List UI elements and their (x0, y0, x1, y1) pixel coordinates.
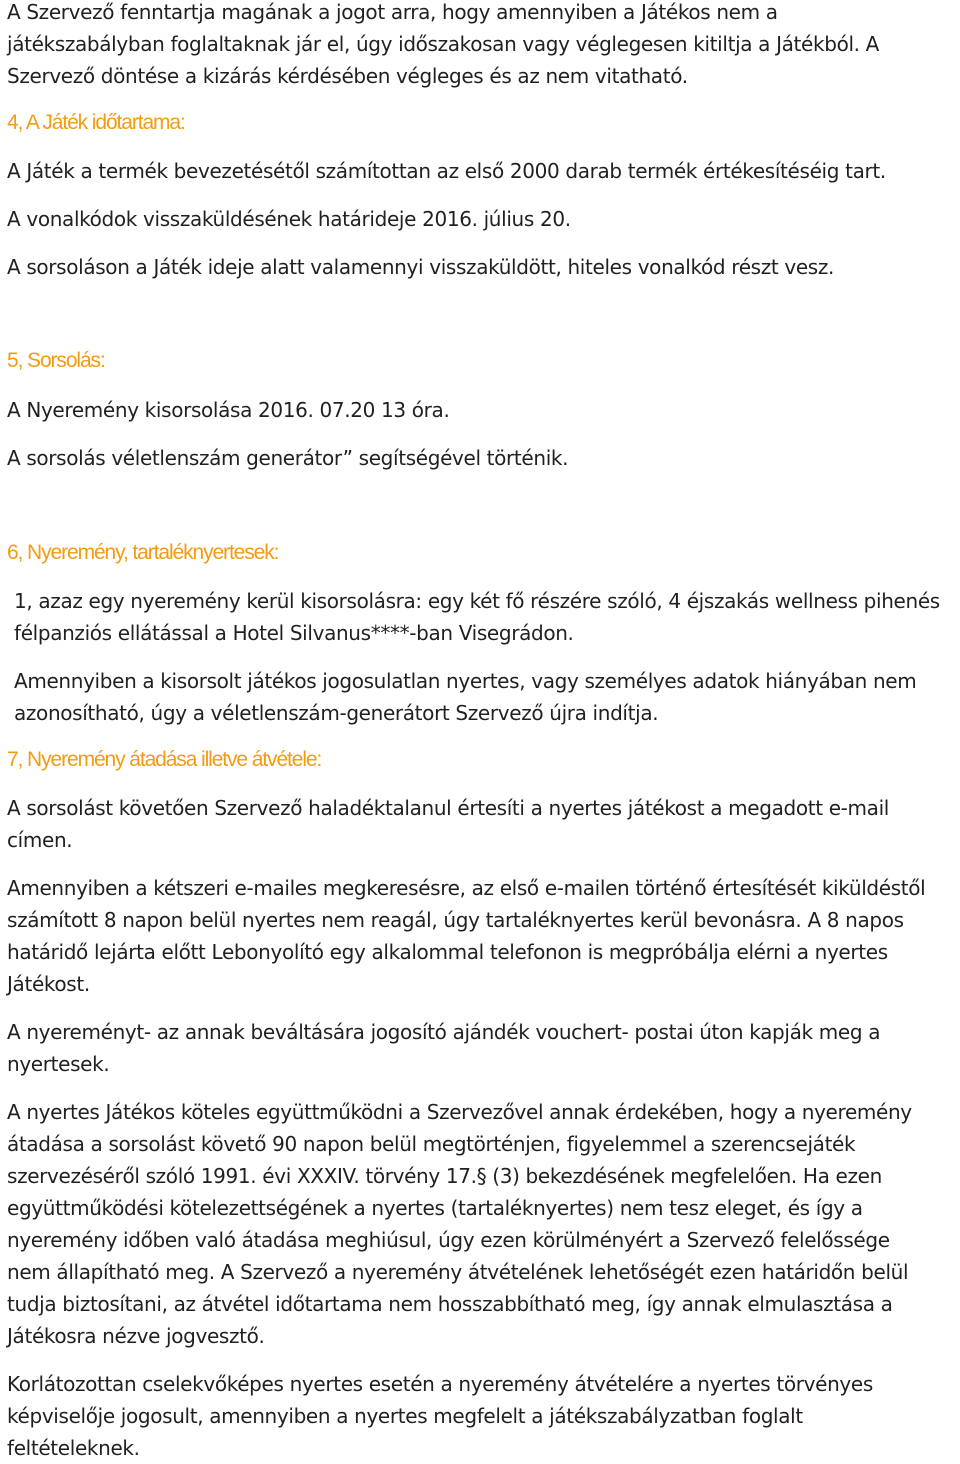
text-line: szervezéséről szóló 1991. évi XXXIV. törvény 17.§ (3) bekezdésének megfelelően. Ha ezen (7, 1164, 882, 1188)
text-line: játékszabályban foglaltaknak jár el, úgy időszakosan vagy véglegesen kitiltja a Játékból. A (7, 32, 880, 56)
section-4-heading: 4, A Játék időtartama: (7, 111, 185, 134)
section-7-paragraph-5 (7, 1368, 959, 1464)
text-line: félpanziós ellátással a Hotel Silvanus****-ban Visegrádon. (14, 621, 574, 645)
section-7-heading: 7, Nyeremény átadása illetve átvétele: (7, 748, 322, 771)
text-line: 1, azaz egy nyeremény kerül kisorsolásra: egy két fő részére szóló, 4 éjszakás wellness pihenés (14, 589, 940, 613)
section-7-paragraph-3 (7, 1016, 959, 1080)
section-6-paragraph-1 (14, 585, 959, 649)
text-line: nyertesek. (7, 1052, 110, 1076)
text-line: együttműködési kötelezettségének a nyertes (tartaléknyertes) nem tesz eleget, és így a (7, 1196, 863, 1220)
text-line: tudja biztosítani, az átvétel időtartama nem hosszabbítható meg, így annak elmulasztása a (7, 1292, 893, 1316)
text-line: határidő lejárta előtt Lebonyolító egy alkalommal telefonon is megpróbálja elérni a nyertes (7, 940, 888, 964)
section-7-paragraph-4 (7, 1096, 959, 1352)
intro-paragraph (7, 0, 959, 92)
section-6-heading: 6, Nyeremény, tartaléknyertesek: (7, 541, 279, 564)
text-line: nem állapítható meg. A Szervező a nyeremény átvételének lehetőségét ezen határidőn belül (7, 1260, 909, 1284)
section-5-heading: 5, Sorsolás: (7, 349, 105, 372)
text-line: átadása a sorsolást követő 90 napon belül megtörténjen, figyelemmel a szerencsejáték (7, 1132, 856, 1156)
text-line: azonosítható, úgy a véletlenszám-generátort Szervező újra indítja. (14, 701, 659, 725)
section-6-paragraph-2 (14, 665, 959, 729)
section-4-paragraph-1: A Játék a termék bevezetésétől számítottan az első 2000 darab termék értékesítéséig tart. (7, 159, 886, 183)
text-line: számított 8 napon belül nyertes nem reagál, úgy tartaléknyertes kerül bevonásra. A 8 napos (7, 908, 904, 932)
text-line: Amennyiben a kisorsolt játékos jogosulatlan nyertes, vagy személyes adatok hiányában nem (14, 669, 917, 693)
section-4-paragraph-2: A vonalkódok visszaküldésének határideje 2016. július 20. (7, 207, 571, 231)
text-line: Játékosra nézve jogvesztő. (7, 1324, 265, 1348)
text-line: képviselője jogosult, amennyiben a nyertes megfelelt a játékszabályzatban foglalt (7, 1404, 803, 1428)
text-line: címen. (7, 828, 73, 852)
text-line: nyeremény időben való átadása meghiúsul, úgy ezen körülményért a Szervező felelőssége (7, 1228, 890, 1252)
text-line: Amennyiben a kétszeri e-mailes megkeresésre, az első e-mailen történő értesítését kiküldéstől (7, 876, 926, 900)
text-line: A Szervező fenntartja magának a jogot arra, hogy amennyiben a Játékos nem a (7, 0, 778, 24)
section-7-paragraph-2 (7, 872, 959, 1000)
section-5-paragraph-2: A sorsolás véletlenszám generátor” segítségével történik. (7, 446, 569, 470)
text-line: A sorsolást követően Szervező haladéktalanul értesíti a nyertes játékost a megadott e-mail (7, 796, 889, 820)
text-line: Játékost. (7, 972, 90, 996)
section-7-paragraph-1 (7, 792, 959, 856)
text-line: Szervező döntése a kizárás kérdésében végleges és az nem vitatható. (7, 64, 688, 88)
text-line: Korlátozottan cselekvőképes nyertes esetén a nyeremény átvételére a nyertes törvényes (7, 1372, 873, 1396)
text-line: A nyereményt- az annak beváltására jogosító ajándék vouchert- postai úton kapják meg a (7, 1020, 881, 1044)
section-5-paragraph-1: A Nyeremény kisorsolása 2016. 07.20 13 óra. (7, 398, 450, 422)
section-4-paragraph-3: A sorsoláson a Játék ideje alatt valamennyi visszaküldött, hiteles vonalkód részt vesz. (7, 255, 835, 279)
text-line: feltételeknek. (7, 1436, 140, 1460)
text-line: A nyertes Játékos köteles együttműködni a Szervezővel annak érdekében, hogy a nyeremény (7, 1100, 912, 1124)
